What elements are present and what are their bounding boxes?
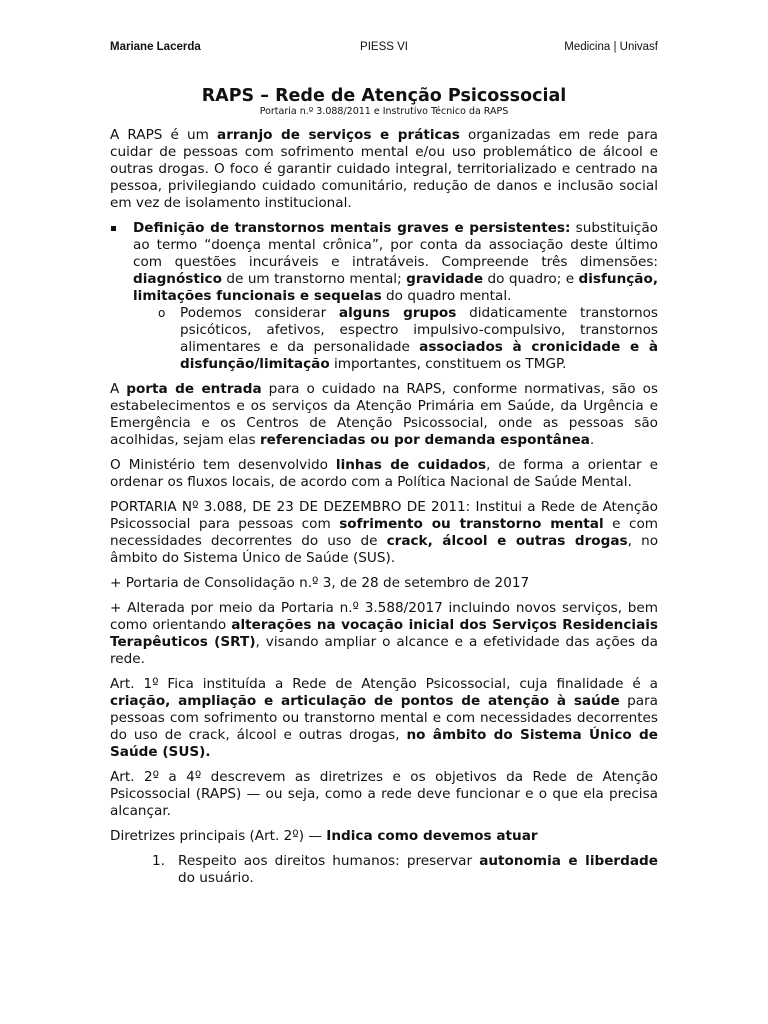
- text-run: A: [110, 381, 127, 397]
- course-name: PIESS VI: [360, 41, 408, 53]
- text-run: + Alterada por meio da Portaria n.º 3.588/2017 incluindo novos serviços, bem como orientando: [110, 600, 658, 633]
- text-run: de um transtorno mental;: [221, 271, 407, 287]
- paragraph-articles-2-4: Art. 2º a 4º descrevem as diretrizes e os objetivos da Rede de Atenção Psicossocial (RAPS) — ou seja, como a rede deve funcionar e o que ela precisa alcançar.: [110, 769, 658, 819]
- bullet-item-tmgp: [110, 220, 658, 305]
- bold-run: criação, ampliação e articulação de pontos de atenção à saúde: [110, 693, 620, 709]
- bold-run: Indica como devemos atuar: [326, 828, 538, 844]
- square-bullet-icon: [111, 226, 116, 231]
- text-run: , de forma a orientar e ordenar os fluxos locais, de acordo com a Política Nacional de Saúde Mental.: [110, 457, 658, 490]
- page-header: [110, 41, 658, 57]
- bold-run: alguns grupos: [338, 305, 457, 321]
- text-run: A RAPS é um: [110, 127, 218, 143]
- institution-name: Medicina | Univasf: [564, 41, 658, 53]
- text-run: do quadro mental.: [381, 288, 512, 304]
- paragraph-intro: [110, 127, 658, 212]
- text-run: didaticamente transtornos psicóticos, afetivos, espectro impulsivo-compulsivo, transtornos alimentares e da personalidade: [180, 305, 658, 355]
- subbullet-item-groups: [158, 305, 658, 373]
- bold-run: referenciadas ou por demanda espontânea: [259, 432, 590, 448]
- list-number: 1.: [152, 853, 165, 869]
- bold-run: no âmbito do Sistema Único de Saúde (SUS).: [110, 727, 658, 760]
- text-run: organizadas em rede para cuidar de pessoas com sofrimento mental e/ou uso problemático de álcool e outras drogas. O foco é garantir cuidado integral, territorializado e centrado na pessoa, privilegiando cuidado comunitário, redução de danos e inclusão social em vez de isolamento institucional.: [110, 127, 658, 211]
- bold-run: associados à cronicidade e à disfunção/limitação: [180, 339, 658, 372]
- document-body: [110, 86, 658, 887]
- bold-run: gravidade: [406, 271, 484, 287]
- text-run: , no âmbito do Sistema Único de Saúde (SUS).: [110, 533, 659, 566]
- bold-run: alterações na vocação inicial dos Serviços Residenciais Terapêuticos (SRT): [110, 617, 658, 650]
- numbered-item-1: [152, 853, 658, 887]
- text-run: , visando ampliar o alcance e a efetividade das ações da rede.: [110, 634, 658, 667]
- bold-run: sofrimento ou transtorno mental: [339, 516, 604, 532]
- bold-run: disfunção, limitações funcionais e sequelas: [133, 271, 658, 304]
- bold-run: diagnóstico: [133, 271, 222, 287]
- bold-run: Definição de transtornos mentais graves e persistentes:: [133, 220, 571, 236]
- bold-run: autonomia e liberdade: [479, 853, 658, 869]
- paragraph-guidelines: [110, 828, 658, 845]
- paragraph-portaria: [110, 499, 658, 567]
- text-run: importantes, constituem os TMGP.: [329, 356, 567, 372]
- text-run: e com necessidades decorrentes do uso de: [110, 516, 658, 549]
- text-run: Respeito aos direitos humanos: preservar: [178, 853, 480, 869]
- text-run: do quadro; e: [483, 271, 579, 287]
- document-title: RAPS – Rede de Atenção Psicossocial: [201, 86, 567, 106]
- text-run: substituição ao termo “doença mental crônica”, por conta da associação deste último com questões incuráveis e intratáveis. Compreende três dimensões:: [133, 220, 658, 270]
- text-run: Diretrizes principais (Art. 2º) —: [110, 828, 327, 844]
- document-subtitle: Portaria n.º 3.088/2011 e Instrutivo Técnico da RAPS: [259, 106, 509, 117]
- text-run: do usuário.: [178, 870, 254, 886]
- circle-bullet-icon: o: [158, 306, 166, 320]
- text-run: para o cuidado na RAPS, conforme normativas, são os estabelecimentos e os serviços da Atenção Primária em Saúde, da Urgência e Emergência e os Centros de Atenção Psicossocial, onde as pessoas são acolhidas, sejam elas: [110, 381, 658, 448]
- text-run: para pessoas com sofrimento ou transtorno mental e com necessidades decorrentes do uso de crack, álcool e outras drogas,: [110, 693, 658, 743]
- paragraph-entry-point: [110, 381, 658, 449]
- paragraph-amendment: [110, 600, 658, 668]
- bold-run: crack, álcool e outras drogas: [386, 533, 628, 549]
- bold-run: arranjo de serviços e práticas: [217, 127, 460, 143]
- text-run: Art. 1º Fica instituída a Rede de Atenção Psicossocial, cuja finalidade é a: [110, 676, 658, 692]
- paragraph-care-lines: [110, 457, 658, 491]
- text-run: .: [589, 432, 595, 448]
- text-run: O Ministério tem desenvolvido: [110, 457, 336, 473]
- author-name: Mariane Lacerda: [110, 41, 201, 53]
- text-run: Podemos considerar: [180, 305, 339, 321]
- bold-run: linhas de cuidados: [335, 457, 487, 473]
- bold-run: porta de entrada: [126, 381, 262, 397]
- paragraph-article-1: [110, 676, 658, 761]
- text-run: PORTARIA Nº 3.088, DE 23 DE DEZEMBRO DE 2011: Institui a Rede de Atenção Psicossocial para pessoas com: [110, 499, 658, 532]
- paragraph-consolidation: + Portaria de Consolidação n.º 3, de 28 de setembro de 2017: [110, 575, 530, 591]
